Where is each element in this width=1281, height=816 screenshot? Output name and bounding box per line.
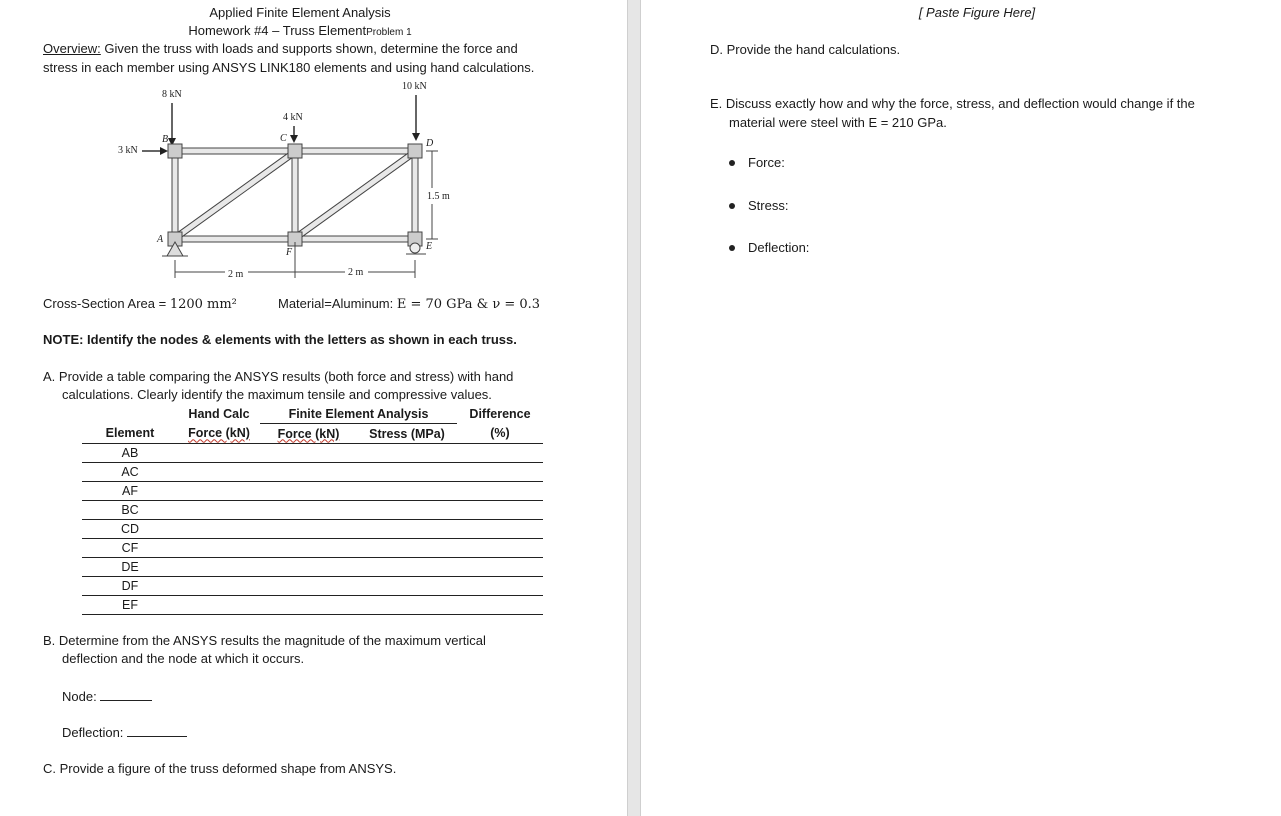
- overview-line2: stress in each member using ANSYS LINK180 elements and using hand calculations.: [43, 60, 535, 75]
- material-label: Material=Aluminum:: [278, 296, 397, 311]
- member-df-diag: [298, 154, 412, 236]
- hand-force-cell[interactable]: [178, 539, 260, 558]
- table-row: [82, 577, 543, 596]
- fea-stress-cell[interactable]: [357, 596, 457, 615]
- node-label-d: D: [426, 138, 434, 149]
- page-gutter: [627, 0, 641, 816]
- element-cell: AC: [82, 463, 178, 482]
- area-label: Cross-Section Area =: [43, 296, 170, 311]
- node-blank[interactable]: [100, 688, 152, 701]
- load-label-4kn: 4 kN: [283, 112, 303, 123]
- problem-label: Problem 1: [366, 27, 412, 38]
- fea-force-cell[interactable]: [260, 520, 357, 539]
- bullet-dot: [729, 160, 735, 166]
- dim-label-2m-left: 2 m: [228, 269, 244, 280]
- table-row: [82, 501, 543, 520]
- fea-force-cell[interactable]: [260, 501, 357, 520]
- load-label-10kn: 10 kN: [402, 81, 427, 92]
- difference-cell[interactable]: [457, 482, 543, 501]
- member-cf: [292, 148, 298, 242]
- bullet-stress: Stress:: [748, 198, 789, 213]
- hand-force-cell[interactable]: [178, 558, 260, 577]
- hand-force-cell[interactable]: [178, 463, 260, 482]
- element-cell: AB: [82, 444, 178, 463]
- header-difference: Difference: [469, 406, 531, 421]
- dim-label-2m-right: 2 m: [348, 267, 364, 278]
- header-stress: Stress (MPa): [357, 424, 457, 444]
- table-row: [82, 539, 543, 558]
- bullet-force: Force:: [748, 155, 785, 170]
- fea-force-cell[interactable]: [260, 482, 357, 501]
- hand-force-cell[interactable]: [178, 520, 260, 539]
- header-empty: [82, 404, 178, 424]
- fea-stress-cell[interactable]: [357, 501, 457, 520]
- header-pct: (%): [457, 424, 543, 444]
- header-fea: Finite Element Analysis: [260, 404, 457, 424]
- table-row: [82, 596, 543, 615]
- part-c-text: C. Provide a figure of the truss deformed shape from ANSYS.: [43, 761, 397, 776]
- header-force-fea: [260, 424, 357, 444]
- element-cell: EF: [82, 596, 178, 615]
- truss-figure: [110, 78, 470, 284]
- overview-line1: [43, 41, 603, 56]
- cross-section-area: [43, 296, 237, 312]
- note-text: NOTE: Identify the nodes & elements with the letters as shown in each truss.: [43, 332, 517, 347]
- part-e-line1: E. Discuss exactly how and why the force, stress, and deflection would change if the: [710, 96, 1195, 111]
- header-element: Element: [82, 424, 178, 444]
- load-arrowhead-3kn: [160, 147, 168, 155]
- hand-force-cell[interactable]: [178, 596, 260, 615]
- element-cell: AF: [82, 482, 178, 501]
- load-arrowhead-10kn: [412, 133, 420, 141]
- hand-force-cell[interactable]: [178, 501, 260, 520]
- fea-force-cell[interactable]: [260, 558, 357, 577]
- part-b-line1: B. Determine from the ANSYS results the magnitude of the maximum vertical: [43, 633, 486, 648]
- fea-force-cell[interactable]: [260, 539, 357, 558]
- fea-stress-cell[interactable]: [357, 539, 457, 558]
- part-b-line2: deflection and the node at which it occurs.: [62, 651, 305, 666]
- overview-label: Overview:: [43, 41, 101, 56]
- node-label-a: A: [157, 234, 164, 245]
- gusset-b: [168, 144, 182, 158]
- member-ab: [172, 148, 178, 242]
- node-answer: [62, 688, 152, 704]
- fea-stress-cell[interactable]: [357, 520, 457, 539]
- area-value: 1200 mm²: [169, 297, 237, 312]
- member-de: [412, 148, 418, 242]
- difference-cell[interactable]: [457, 520, 543, 539]
- header-force-fea-text: Force (kN): [277, 426, 340, 441]
- node-label-f: F: [286, 247, 293, 258]
- table-row: [82, 463, 543, 482]
- element-cell: DF: [82, 577, 178, 596]
- deflection-answer: [62, 724, 187, 740]
- bullet-dot: [729, 245, 735, 251]
- material-value: E = 70 GPa & ν = 0.3: [396, 297, 541, 312]
- element-cell: BC: [82, 501, 178, 520]
- fea-force-cell[interactable]: [260, 463, 357, 482]
- part-a-line1: A. Provide a table comparing the ANSYS results (both force and stress) with hand: [43, 369, 514, 384]
- dim-label-1p5m: 1.5 m: [427, 191, 450, 202]
- node-label-e: E: [426, 241, 433, 252]
- node-label: Node:: [62, 689, 97, 704]
- fea-stress-cell[interactable]: [357, 482, 457, 501]
- difference-cell[interactable]: [457, 577, 543, 596]
- table-header-row-1: [82, 404, 543, 424]
- homework-title-text: Homework #4 – Truss Element: [188, 23, 367, 38]
- table-row: [82, 520, 543, 539]
- part-a-line2: calculations. Clearly identify the maximum tensile and compressive values.: [62, 387, 492, 402]
- homework-title: [120, 23, 480, 38]
- hand-force-cell[interactable]: [178, 482, 260, 501]
- fea-stress-cell[interactable]: [357, 577, 457, 596]
- part-d-text: D. Provide the hand calculations.: [710, 42, 901, 57]
- header-force-hand-text: Force (kN): [188, 426, 250, 441]
- part-e-line2: material were steel with E = 210 GPa.: [729, 115, 947, 130]
- bullet-dot: [729, 203, 735, 209]
- header-hand-calc: Hand Calc: [188, 406, 250, 421]
- element-cell: CD: [82, 520, 178, 539]
- results-table: [82, 404, 543, 615]
- node-label-c: C: [280, 133, 287, 144]
- difference-cell[interactable]: [457, 558, 543, 577]
- node-label-b: B: [162, 134, 169, 145]
- fea-stress-cell[interactable]: [357, 444, 457, 463]
- load-label-8kn: 8 kN: [162, 89, 182, 100]
- difference-cell[interactable]: [457, 539, 543, 558]
- table-header-row-2: [82, 424, 543, 444]
- fea-force-cell[interactable]: [260, 596, 357, 615]
- roller-support-e: [410, 243, 420, 253]
- header-force-hand: [178, 424, 260, 444]
- table-row: [82, 482, 543, 501]
- difference-cell[interactable]: [457, 444, 543, 463]
- deflection-blank[interactable]: [127, 724, 187, 737]
- difference-cell[interactable]: [457, 463, 543, 482]
- material-info: [278, 296, 540, 312]
- load-label-3kn: 3 kN: [118, 145, 138, 156]
- member-af-diag: [178, 154, 292, 236]
- fea-stress-cell[interactable]: [357, 558, 457, 577]
- fea-force-cell[interactable]: [260, 577, 357, 596]
- fea-stress-cell[interactable]: [357, 463, 457, 482]
- element-cell: DE: [82, 558, 178, 577]
- bullet-deflection: Deflection:: [748, 240, 810, 255]
- hand-force-cell[interactable]: [178, 444, 260, 463]
- deflection-label: Deflection:: [62, 725, 124, 740]
- table-row: [82, 558, 543, 577]
- gusset-d: [408, 144, 422, 158]
- hand-force-cell[interactable]: [178, 577, 260, 596]
- gusset-c: [288, 144, 302, 158]
- table-row: [82, 444, 543, 463]
- course-title: Applied Finite Element Analysis: [209, 5, 391, 20]
- paste-figure-placeholder: [ Paste Figure Here]: [918, 5, 1036, 20]
- load-arrowhead-4kn: [290, 135, 298, 143]
- difference-cell[interactable]: [457, 596, 543, 615]
- element-cell: CF: [82, 539, 178, 558]
- fea-force-cell[interactable]: [260, 444, 357, 463]
- overview-text1: Given the truss with loads and supports shown, determine the force and: [100, 41, 518, 56]
- difference-cell[interactable]: [457, 501, 543, 520]
